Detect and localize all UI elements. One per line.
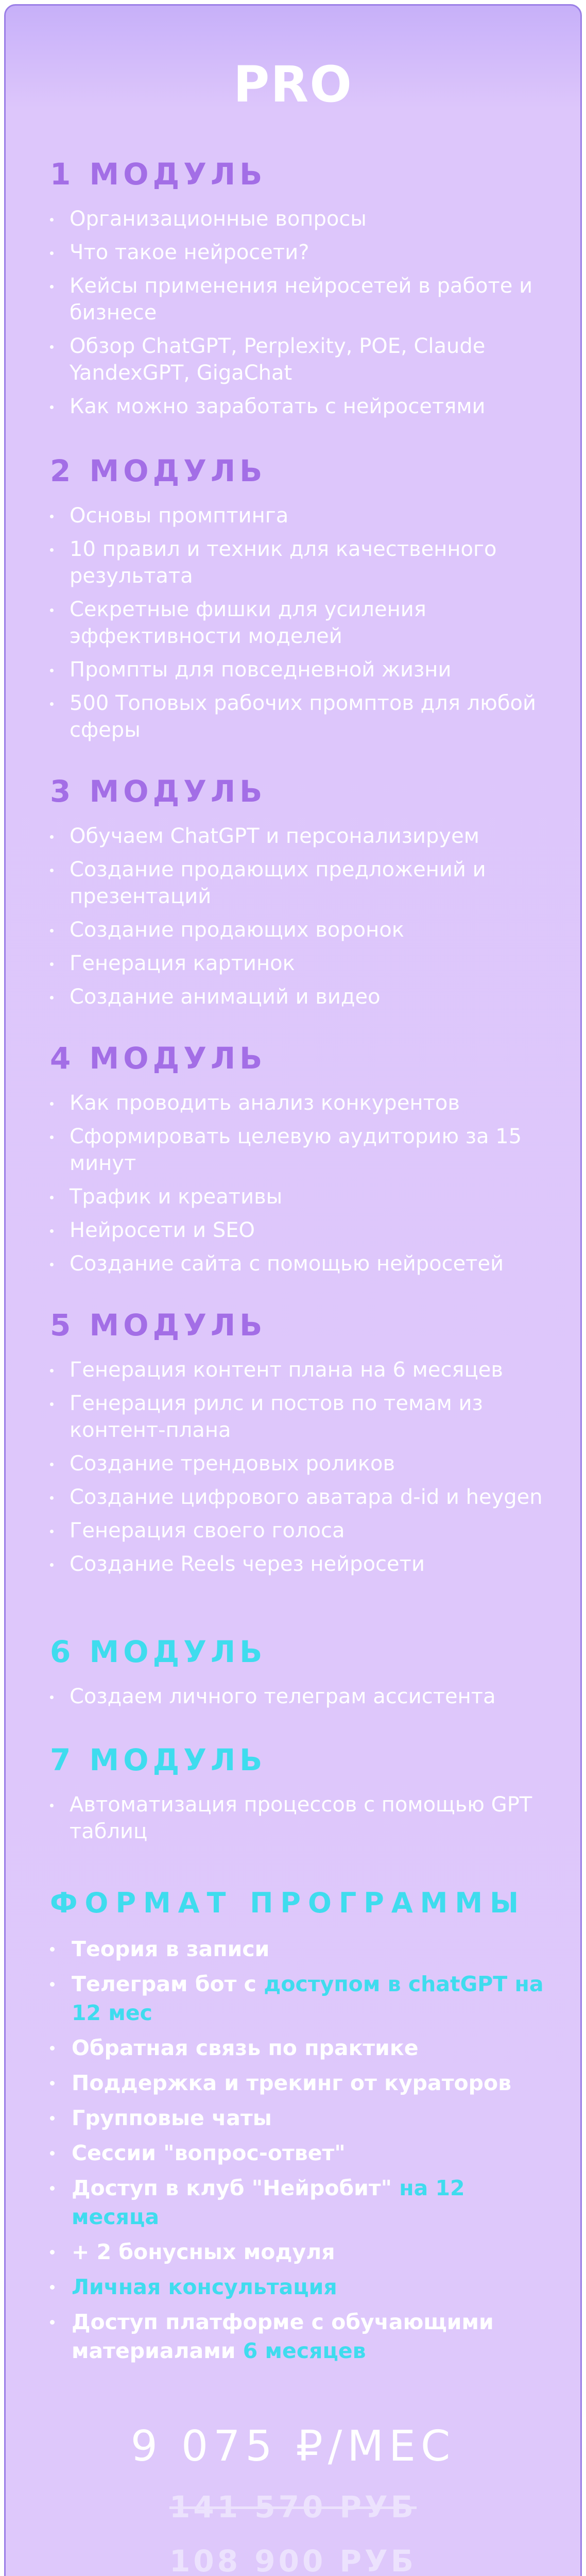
format-item (50, 2033, 544, 2062)
module-heading: 5 МОДУЛЬ (50, 1308, 267, 1343)
format-item (50, 2273, 544, 2301)
format-item-highlight: на 12 месяца (72, 2176, 465, 2229)
format-item (50, 2139, 544, 2167)
list-item: Создаем личного телеграм ассистента (50, 1683, 544, 1710)
module-6 (50, 1634, 544, 1717)
module-heading: 1 МОДУЛЬ (50, 157, 267, 192)
list-item: Что такое нейросети? (50, 239, 544, 266)
module-topic-list (50, 1357, 544, 1578)
list-item: Сформировать целевую аудиторию за 15 минут (50, 1123, 544, 1177)
list-item: Промпты для повседневной жизни (50, 656, 544, 683)
module-heading: 6 МОДУЛЬ (50, 1634, 267, 1669)
monthly-price: 9 075 ₽/МЕС (130, 2422, 456, 2471)
format-item (50, 1970, 544, 2027)
format-item-highlight: доступом в chatGPT на 12 мес (72, 1972, 544, 2025)
list-item: Создание цифрового аватара d-id и heygen (50, 1484, 544, 1511)
format-item (50, 2104, 544, 2132)
module-5 (50, 1307, 544, 1584)
list-item: Как можно заработать с нейросетями (50, 393, 544, 420)
plan-title: PRO (233, 56, 353, 113)
list-item: Трафик и креативы (50, 1183, 544, 1210)
format-item (50, 2238, 544, 2266)
module-topic-list (50, 206, 544, 420)
format-item-text: Телеграм бот с (72, 1972, 264, 1996)
format-heading: ФОРМАТ ПРОГРАММЫ (50, 1887, 526, 1919)
module-topic-list (50, 1683, 544, 1710)
format-item-text: Доступ платформе с обучающими материалами (72, 2310, 494, 2363)
program-format-section (50, 1886, 544, 2371)
module-2 (50, 453, 544, 750)
module-3 (50, 773, 544, 1017)
list-item: Создание трендовых роликов (50, 1450, 544, 1477)
module-4 (50, 1040, 544, 1284)
list-item: Создание продающих предложений и презентаций (50, 856, 544, 910)
format-list (50, 1935, 544, 2365)
module-heading: 2 МОДУЛЬ (50, 453, 267, 488)
list-item: Создание сайта с помощью нейросетей (50, 1250, 544, 1277)
list-item: Основы промптинга (50, 502, 544, 529)
format-item (50, 2308, 544, 2365)
format-item-text: Сессии "вопрос-ответ" (72, 2141, 346, 2165)
list-item: Кейсы применения нейросетей в работе и бизнесе (50, 273, 544, 326)
format-item-text: + 2 бонусных модуля (72, 2240, 335, 2264)
module-1 (50, 156, 544, 427)
list-item: Организационные вопросы (50, 206, 544, 232)
format-item-text: Групповые чаты (72, 2106, 272, 2130)
pricing-card (4, 4, 582, 2576)
format-item-text: Поддержка и трекинг от кураторов (72, 2071, 512, 2095)
format-item-text: Доступ в клуб "Нейробит" (72, 2176, 400, 2200)
module-heading: 3 МОДУЛЬ (50, 774, 267, 809)
format-item-highlight: 6 месяцев (243, 2338, 366, 2363)
list-item: Генерация контент плана на 6 месяцев (50, 1357, 544, 1383)
list-item: Автоматизация процессов с помощью GPT таблиц (50, 1791, 544, 1845)
full-price: 108 900 РУБ (169, 2544, 417, 2576)
list-item: Обзор ChatGPT, Perplexity, POE, Claude YandexGPT, GigaChat (50, 333, 544, 386)
format-item (50, 2069, 544, 2097)
old-price-strikethrough: 141 570 РУБ (169, 2489, 417, 2524)
module-heading: 4 МОДУЛЬ (50, 1041, 267, 1076)
module-heading: 7 МОДУЛЬ (50, 1742, 267, 1777)
format-item (50, 2174, 544, 2231)
module-7 (50, 1742, 544, 1852)
list-item: 10 правил и техник для качественного результата (50, 536, 544, 589)
list-item: Нейросети и SEO (50, 1217, 544, 1244)
module-topic-list (50, 502, 544, 743)
list-item: Генерация своего голоса (50, 1517, 544, 1544)
list-item: Создание Reels через нейросети (50, 1551, 544, 1578)
list-item: Обучаем ChatGPT и персонализируем (50, 823, 544, 850)
module-topic-list (50, 1090, 544, 1277)
list-item: Генерация рилс и постов по темам из контент-плана (50, 1390, 544, 1444)
list-item: Генерация картинок (50, 950, 544, 977)
module-topic-list (50, 1791, 544, 1845)
format-item-text: Личная консультация (72, 2275, 337, 2299)
list-item: Создание анимаций и видео (50, 984, 544, 1010)
format-item-text: Обратная связь по практике (72, 2036, 419, 2060)
list-item: Создание продающих воронок (50, 917, 544, 943)
format-item (50, 1935, 544, 1963)
list-item: 500 Топовых рабочих промптов для любой сферы (50, 690, 544, 743)
module-topic-list (50, 823, 544, 1010)
list-item: Секретные фишки для усиления эффективности моделей (50, 596, 544, 650)
format-item-text: Теория в записи (72, 1937, 270, 1961)
list-item: Как проводить анализ конкурентов (50, 1090, 544, 1116)
